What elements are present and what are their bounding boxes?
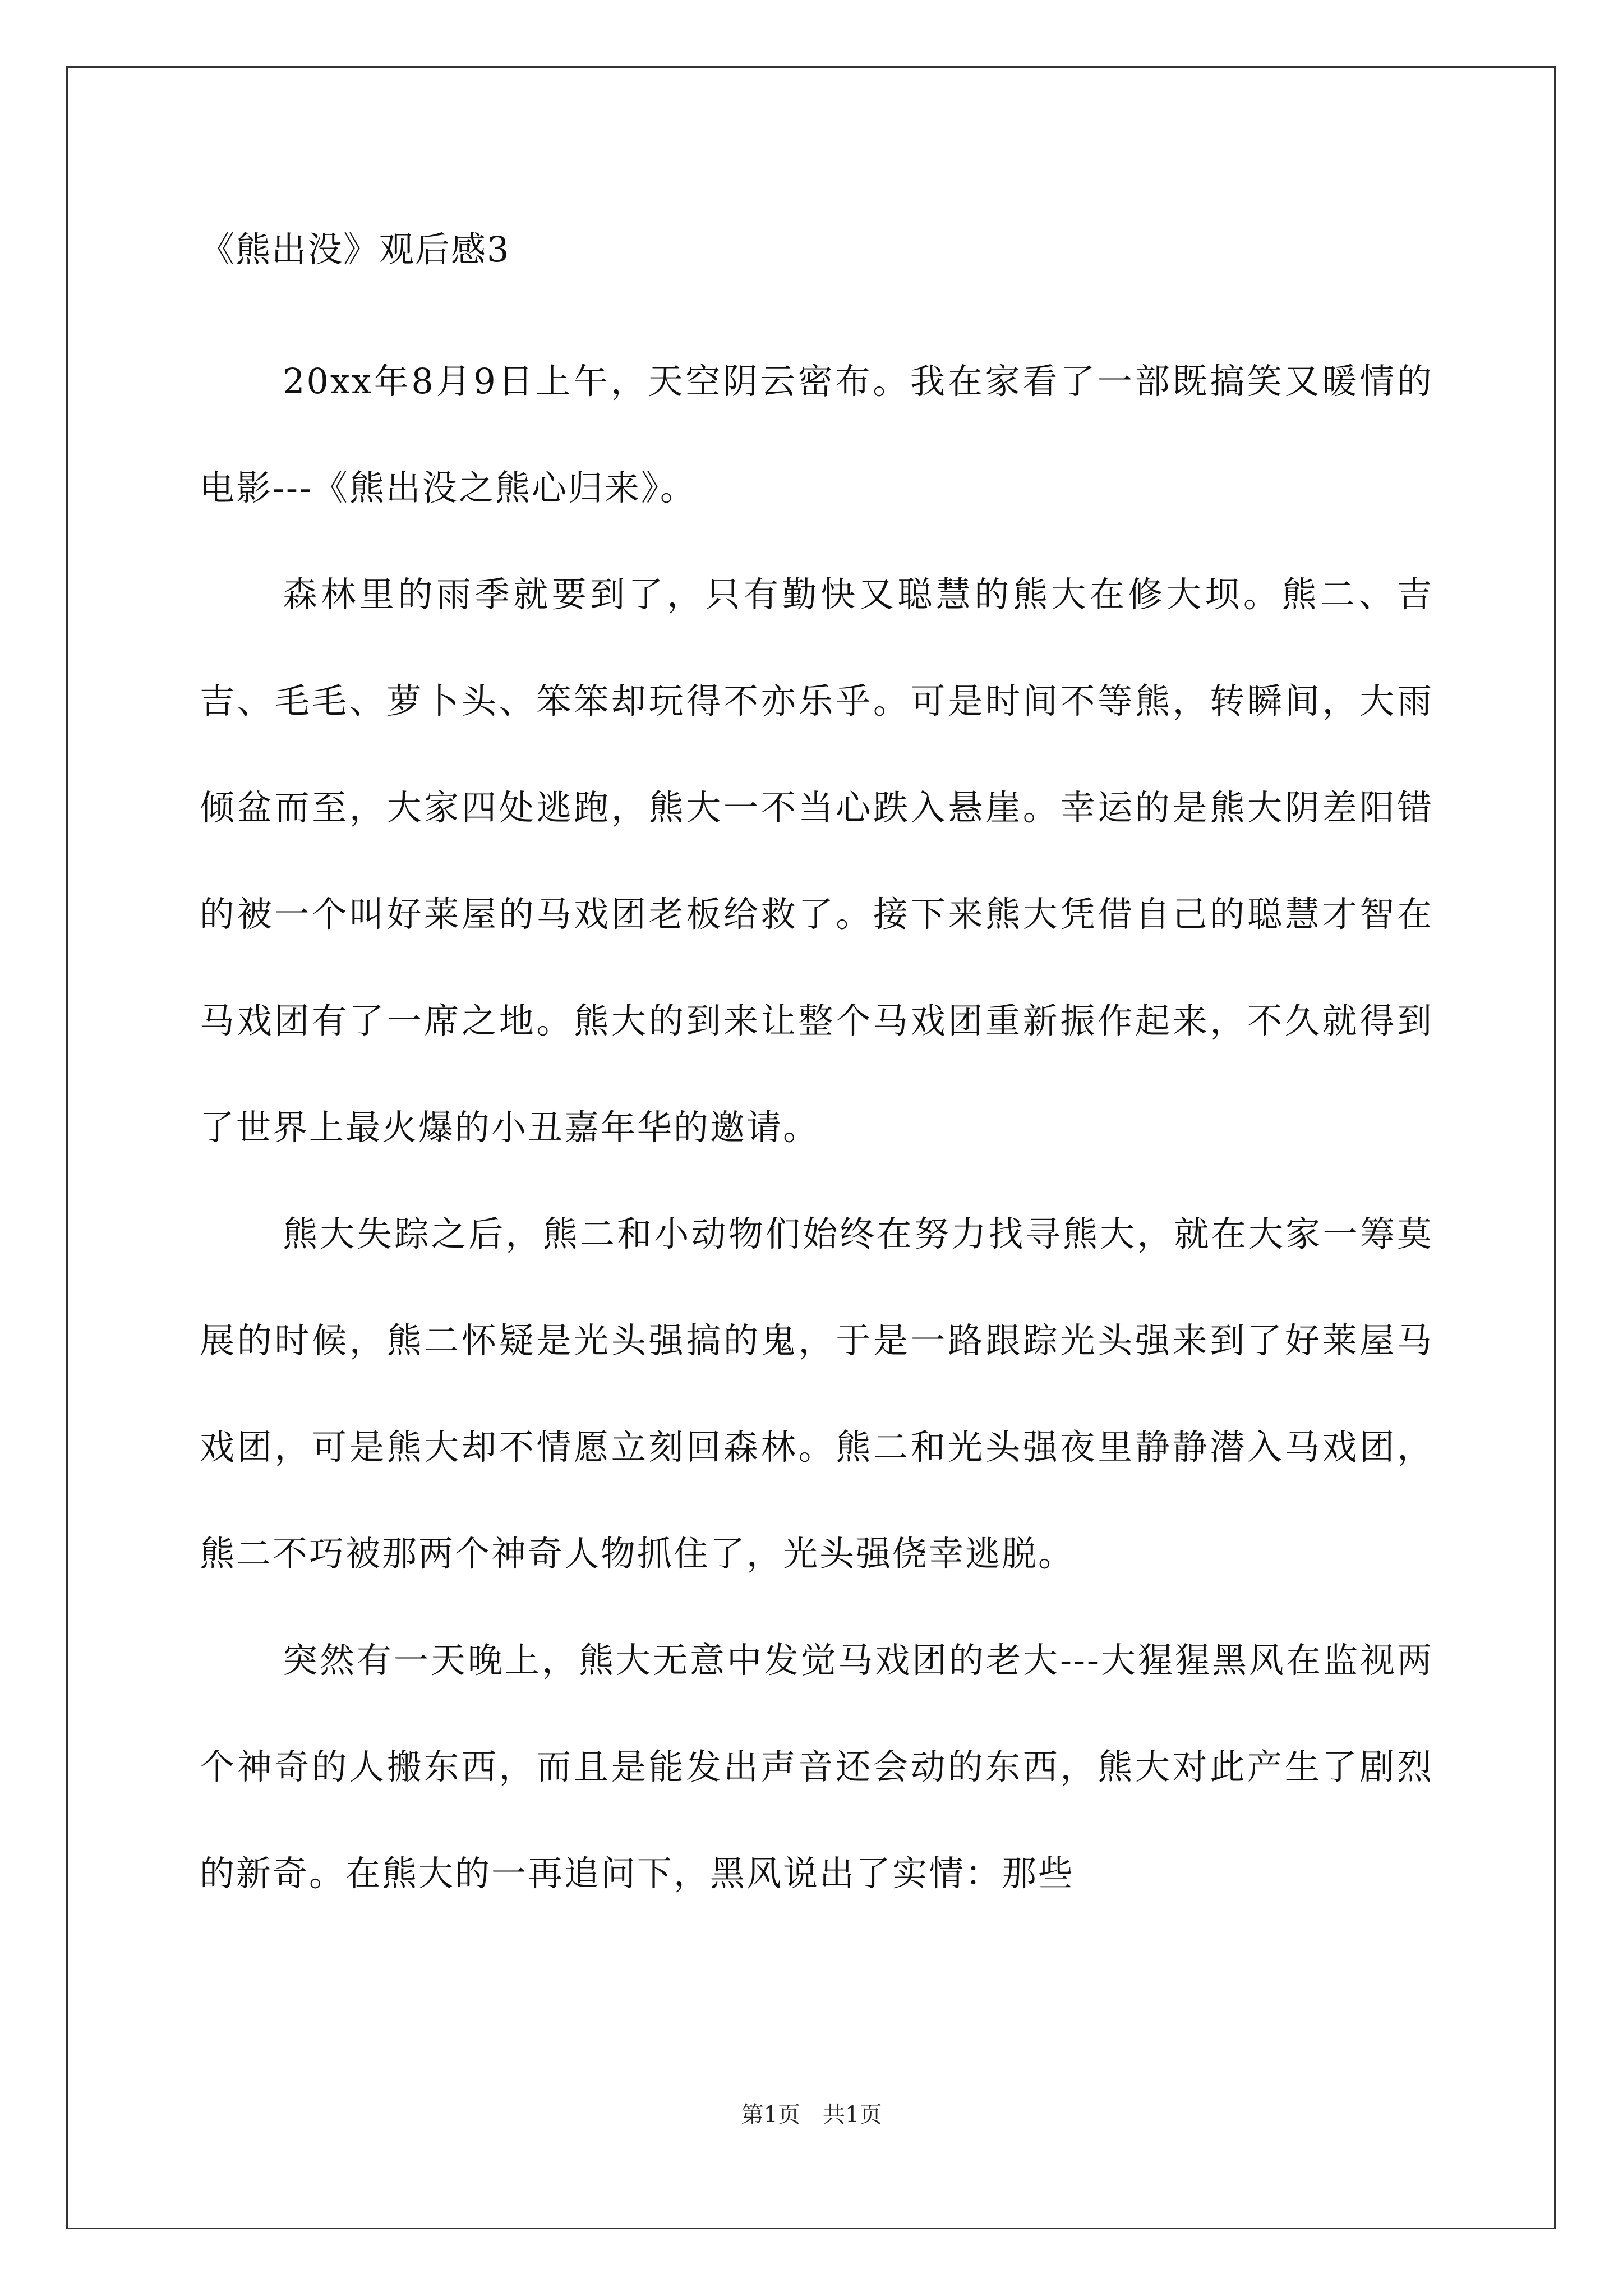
page-total: 共1页 [823, 2102, 882, 2128]
paragraph-3: 熊大失踪之后，熊二和小动物们始终在努力找寻熊大，就在大家一筹莫展的时候，熊二怀疑是光头强搞的鬼，于是一路跟踪光头强来到了好莱屋马戏团，可是熊大却不情愿立刻回森林。熊二和光头强夜里静静潜入马戏团，熊二不巧被那两个神奇人物抓住了，光头强侥幸逃脱。 [200, 1213, 1433, 1574]
paragraph-2: 森林里的雨季就要到了，只有勤快又聪慧的熊大在修大坝。熊二、吉吉、毛毛、萝卜头、笨笨却玩得不亦乐乎。可是时间不等熊，转瞬间，大雨倾盆而至，大家四处逃跑，熊大一不当心跌入悬崖。幸运的是熊大阴差阳错的被一个叫好莱屋的马戏团老板给救了。接下来熊大凭借自己的聪慧才智在马戏团有了一席之地。熊大的到来让整个马戏团重新振作起来，不久就得到了世界上最火爆的小丑嘉年华的邀请。 [200, 574, 1433, 1148]
paragraph-4: 突然有一天晚上，熊大无意中发觉马戏团的老大---大猩猩黑风在监视两个神奇的人搬东西，而且是能发出声音还会动的东西，熊大对此产生了剧烈的新奇。在熊大的一再追问下，黑风说出了实情：那些 [200, 1640, 1433, 1894]
page-number: 第1页 [741, 2102, 800, 2128]
paragraph-1: 20xx年8月9日上午，天空阴云密布。我在家看了一部既搞笑又暖情的电影---《熊出没之熊心归来》。 [200, 361, 1433, 508]
page-footer [0, 2098, 1623, 2132]
document-body [200, 222, 1433, 1927]
document-title: 《熊出没》观后感3 [200, 229, 510, 270]
